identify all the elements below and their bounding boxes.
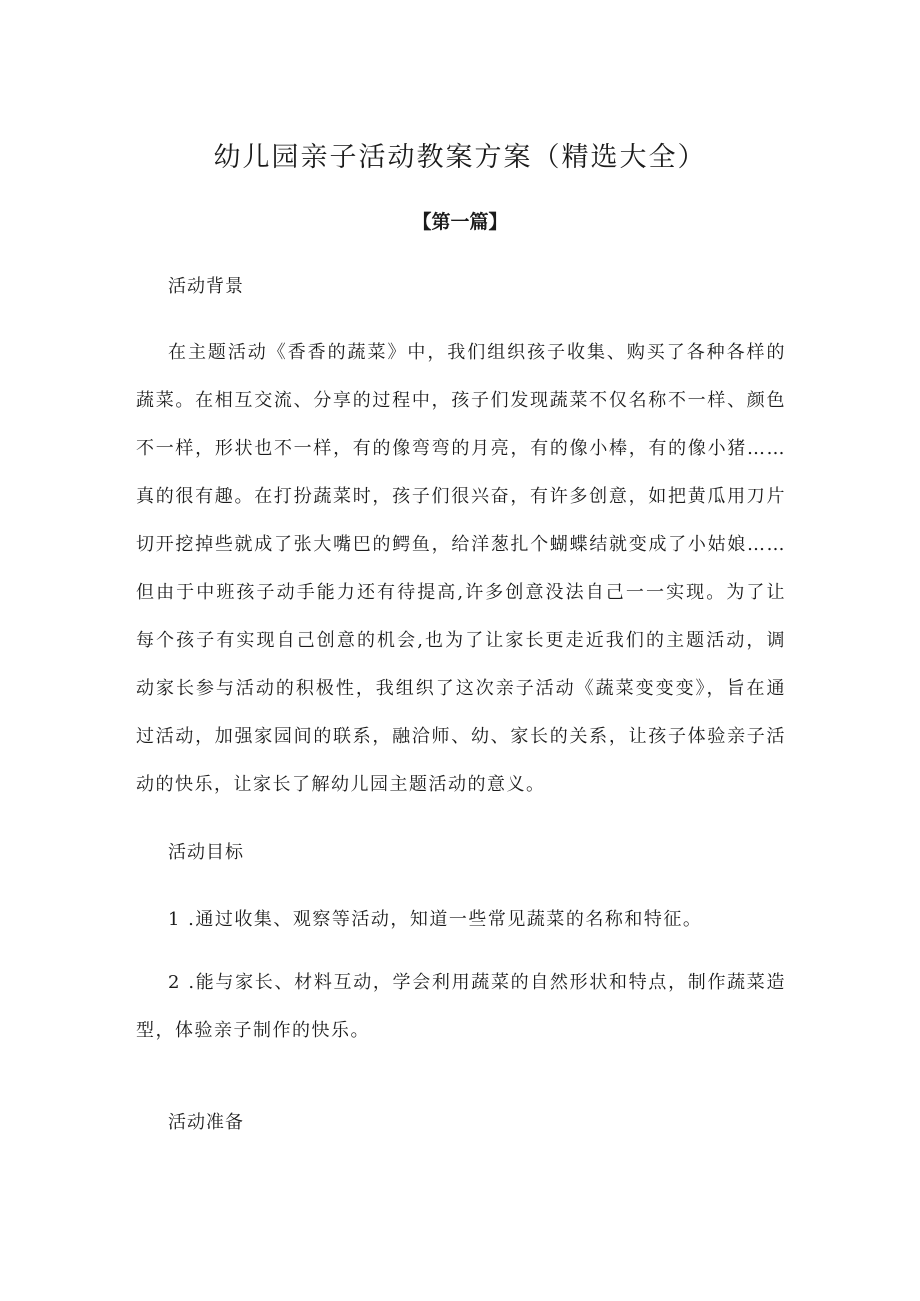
document-title: 幼儿园亲子活动教案方案（精选大全） (213, 142, 707, 173)
paragraph-goal-1: 1 .通过收集、观察等活动，知道一些常见蔬菜的名称和特征。 (168, 909, 703, 930)
paragraph-background: 在主题活动《香香的蔬菜》中，我们组织孩子收集、购买了各种各样的蔬菜。在相互交流、分享的过程中，孩子们发现蔬菜不仅名称不一样、颜色不一样，形状也不一样，有的像弯弯的月亮，有的像小棒，有的像小猪……真的很有趣。在打扮蔬菜时，孩子们很兴奋，有许多创意，如把黄瓜用刀片切开挖掉些就成了张大嘴巴的鳄鱼，给洋葱扎个蝴蝶结就变成了小姑娘……但由于中班孩子动手能力还有待提高,许多创意没法自己一一实现。为了让每个孩子有实现自己创意的机会,也为了让家长更走近我们的主题活动，调动家长参与活动的积极性，我组织了这次亲子活动《蔬菜变变变》，旨在通过活动，加强家园间的联系，融洽师、幼、家长的关系，让孩子体验亲子活动的快乐，让家长了解幼儿园主题活动的意义。 (136, 342, 786, 795)
paragraph-goal-2: 2 .能与家长、材料互动，学会利用蔬菜的自然形状和特点，制作蔬菜造型，体验亲子制作的快乐。 (136, 972, 786, 1041)
section-heading-goals: 活动目标 (168, 842, 244, 863)
section-heading-preparation: 活动准备 (168, 1112, 244, 1133)
section-label: 【第一篇】 (412, 211, 508, 233)
section-heading-background: 活动背景 (168, 276, 244, 297)
